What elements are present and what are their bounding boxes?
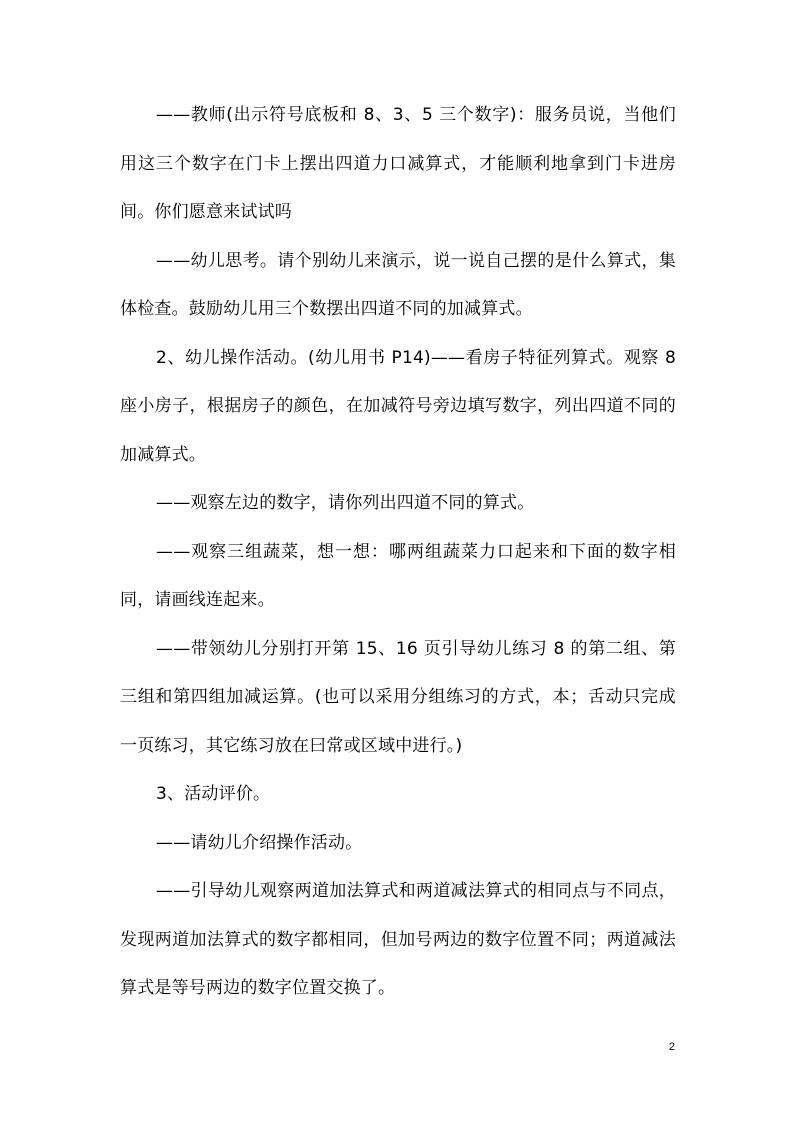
- paragraph-observe-left-numbers: ——观察左边的数字，请你列出四道不同的算式。: [156, 493, 535, 513]
- paragraph-lead-practice: ——带领幼儿分别打开第 15、16 页引导幼儿练习 8 的第二组、第三组和第四组加减运算。(也可以采用分组练习的方式，本；舌动只完成一页练习，其它练习放在曰常或区域中进行。): [120, 638, 676, 756]
- paragraph-teacher-intro: ——教师(出示符号底板和 8、3、5 三个数字)：服务员说，当他们用这三个数字在门卡上摆出四道力口减算式，才能顺利地拿到门卡进房间。你们愿意来试试吗: [120, 105, 676, 222]
- paragraph-compare-formulas: ——引导幼儿观察两道加法算式和两道减法算式的相同点与不同点，发现两道加法算式的数字都相同，但加号两边的数字位置不同；两道减法算式是等号两边的数字位置交换了。: [120, 881, 676, 998]
- paragraph-introduce-activity: ——请幼儿介绍操作活动。: [156, 832, 363, 853]
- paragraph-children-think: ——幼儿思考。请个别幼儿来演示，说一说自己摆的是什么算式，集体检查。鼓励幼儿用三个数摆出四道不同的加减算式。: [120, 250, 676, 319]
- page-number: 2: [668, 1041, 675, 1053]
- paragraph-operation-activity: 2、幼儿操作活动。(幼儿用书 P14)——看房子特征列算式。观察 8 座小房子，根据房子的颜色，在加减符号旁边填写数字，列出四道不同的加减算式。: [120, 347, 676, 465]
- paragraph-activity-evaluation: 3、活动评价。: [156, 784, 271, 804]
- document-body: [120, 91, 676, 1013]
- paragraph-observe-vegetables: ——观察三组蔬菜，想一想：哪两组蔬菜力口起来和下面的数字相同，请画线连起来。: [120, 541, 676, 610]
